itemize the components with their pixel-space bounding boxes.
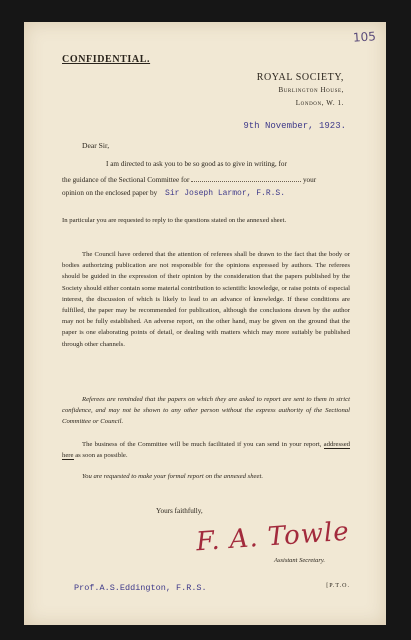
address-line-1: ROYAL SOCIETY, bbox=[256, 72, 344, 83]
intro-line-2-text: the guidance of the Sectional Committee for bbox=[62, 176, 190, 184]
salutation: Dear Sir, bbox=[82, 141, 110, 150]
paragraph-formal-text: You are requested to make your formal report on the annexed sheet. bbox=[82, 473, 264, 480]
paragraph-referees-text: Referees are reminded that the papers on which they are asked to report are sent to them in strict confidence, and may not be shown to any other person without the express authority of the Sectional Committee or Council. bbox=[62, 396, 350, 426]
signatory-title: Assistant Secretary. bbox=[274, 557, 326, 564]
recipient-name: Prof.A.S.Eddington, F.R.S. bbox=[74, 583, 207, 593]
address-line-3: London, W. 1. bbox=[295, 99, 344, 107]
address-line-2: Burlington House, bbox=[278, 86, 344, 94]
intro-line-3 bbox=[62, 190, 285, 198]
paragraph-referees bbox=[62, 394, 350, 428]
paragraph-particular-text: In particular you are requested to reply to the questions stated on the annexed sheet. bbox=[62, 217, 287, 224]
paragraph-council bbox=[62, 249, 350, 350]
intro-line-3-text: opinion on the enclosed paper by bbox=[62, 189, 158, 197]
paragraph-business-text bbox=[62, 439, 350, 461]
confidential-heading: CONFIDENTIAL. bbox=[62, 54, 151, 65]
handwritten-signature: F. A. Towle bbox=[195, 516, 351, 558]
paragraph-council-text: The Council have ordered that the attention of referees shall be drawn to the fact that the body or bodies authorizing publication are not responsible for the opinions expressed by authors. The referees should be guided in the expression of their opinion by the consideration that the papers published by the Society should either contain some material contribution to scientific knowledge, or raise points of especial interest, the discussion of which is likely to lead to an advance of knowledge. If these conditions are fulfilled, the paper may be recommended for publication, although the conclusions drawn by the author may not be fully established. An adverse report, on the other hand, may be given on the ground that the paper is one elaborating points of detail, or dealing with matters which may more suitably be published through other channels. bbox=[62, 251, 350, 348]
closing: Yours faithfully, bbox=[156, 507, 203, 515]
business-text-before: The business of the Committee will be much facilitated if you can send in your report, bbox=[82, 441, 322, 448]
paragraph-particular bbox=[62, 215, 350, 226]
footer-code: [P.T.O. bbox=[326, 583, 350, 589]
intro-line-1: I am directed to ask you to be so good as to give in writing, for bbox=[106, 160, 287, 168]
business-text-underlined: addressed here bbox=[62, 441, 351, 460]
paper-author: Sir Joseph Larmor, F.R.S. bbox=[165, 189, 286, 198]
letter-date: 9th November, 1923. bbox=[243, 121, 346, 131]
paragraph-business bbox=[62, 439, 350, 461]
letter-page bbox=[24, 22, 386, 625]
intro-line-2 bbox=[62, 175, 316, 184]
intro-line-2-end: your bbox=[302, 176, 317, 184]
paragraph-formal bbox=[62, 471, 350, 482]
business-text-after: as soon as possible. bbox=[75, 452, 128, 460]
committee-blank bbox=[191, 175, 301, 182]
folio-number: 105 bbox=[352, 29, 377, 45]
